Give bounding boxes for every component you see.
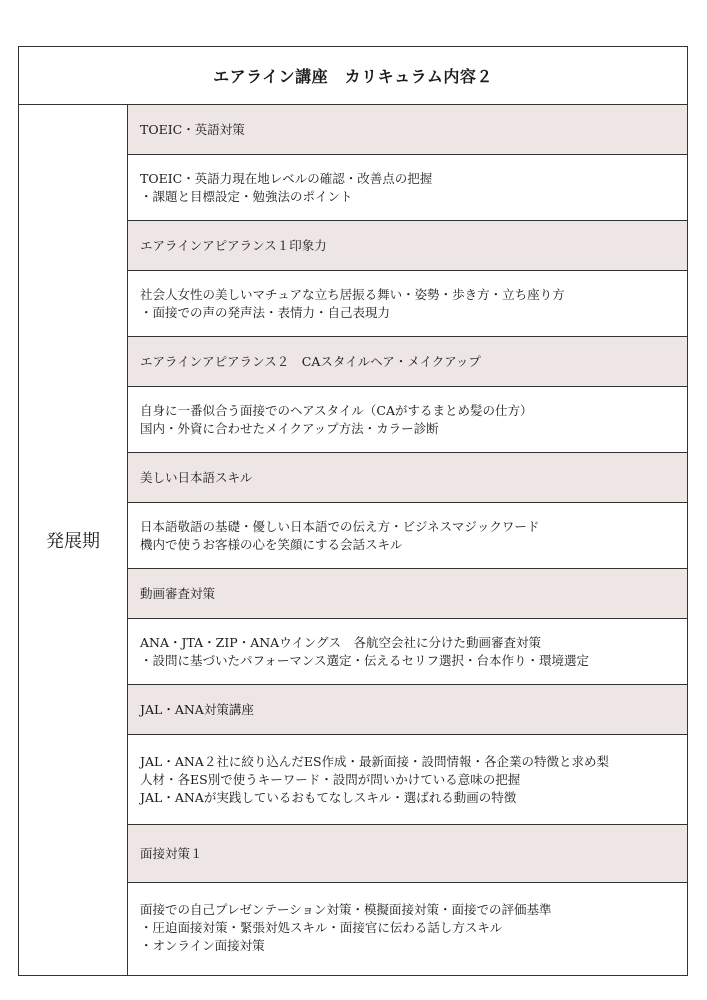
section-detail-line: 面接での自己プレゼンテーション対策・模擬面接対策・面接での評価基準 [140, 901, 552, 917]
section-detail-line: 人材・各ES別で使うキーワード・設問が問いかけている意味の把握 [140, 771, 521, 787]
section-heading-text: TOEIC・英語対策 [140, 121, 245, 137]
section-detail-line: 国内・外資に合わせたメイクアップ方法・カラー診断 [140, 420, 439, 436]
section-heading [128, 825, 687, 883]
curriculum-table [18, 46, 688, 976]
section-detail-line: JAL・ANAが実践しているおもてなしスキル・選ばれる動画の特徴 [140, 789, 517, 805]
section-heading-text: JAL・ANA対策講座 [140, 701, 254, 717]
section-heading [128, 337, 687, 387]
section-details [128, 503, 687, 569]
section-details [128, 619, 687, 685]
section-detail-line: ・設問に基づいたパフォーマンス選定・伝えるセリフ選択・台本作り・環境選定 [140, 652, 590, 668]
phase-label: 発展期 [19, 105, 128, 975]
section-detail-line: 社会人女性の美しいマチュアな立ち居振る舞い・姿勢・歩き方・立ち座り方 [140, 286, 565, 302]
section-details [128, 271, 687, 337]
section-detail-line: JAL・ANA２社に絞り込んだES作成・最新面接・設問情報・各企業の特徴と求め梨 [140, 753, 610, 769]
section-details [128, 735, 687, 825]
section-detail-line: 機内で使うお客様の心を笑顔にする会話スキル [140, 536, 403, 552]
section-detail-line: 日本語敬語の基礎・優しい日本語での伝え方・ビジネスマジックワード [140, 518, 540, 534]
section-heading-text: 面接対策１ [140, 845, 203, 861]
curriculum-title: エアライン講座 カリキュラム内容２ [19, 47, 687, 105]
section-detail-line: ・面接での声の発声法・表情力・自己表現力 [140, 304, 391, 320]
section-details [128, 387, 687, 453]
section-heading-text: 美しい日本語スキル [140, 469, 253, 485]
section-detail-line: ・課題と目標設定・勉強法のポイント [140, 188, 353, 204]
section-detail-line: 自身に一番似合う面接でのヘアスタイル（CAがするまとめ髪の仕方） [140, 402, 533, 418]
section-heading-text: エアラインアピアランス１印象力 [140, 237, 327, 253]
section-heading [128, 105, 687, 155]
curriculum-rows [128, 105, 687, 975]
section-heading-text: 動画審査対策 [140, 585, 216, 601]
section-detail-line: ・オンライン面接対策 [140, 937, 265, 953]
section-heading [128, 221, 687, 271]
section-heading [128, 453, 687, 503]
section-details [128, 883, 687, 972]
section-detail-line: ANA・JTA・ZIP・ANAウイングス 各航空会社に分けた動画審査対策 [140, 634, 541, 650]
section-heading [128, 685, 687, 735]
section-details [128, 155, 687, 221]
section-heading-text: エアラインアピアランス２ CAスタイルヘア・メイクアップ [140, 353, 481, 369]
section-heading [128, 569, 687, 619]
section-detail-line: TOEIC・英語力現在地レベルの確認・改善点の把握 [140, 170, 433, 186]
section-detail-line: ・圧迫面接対策・緊張対処スキル・面接官に伝わる話し方スキル [140, 919, 503, 935]
